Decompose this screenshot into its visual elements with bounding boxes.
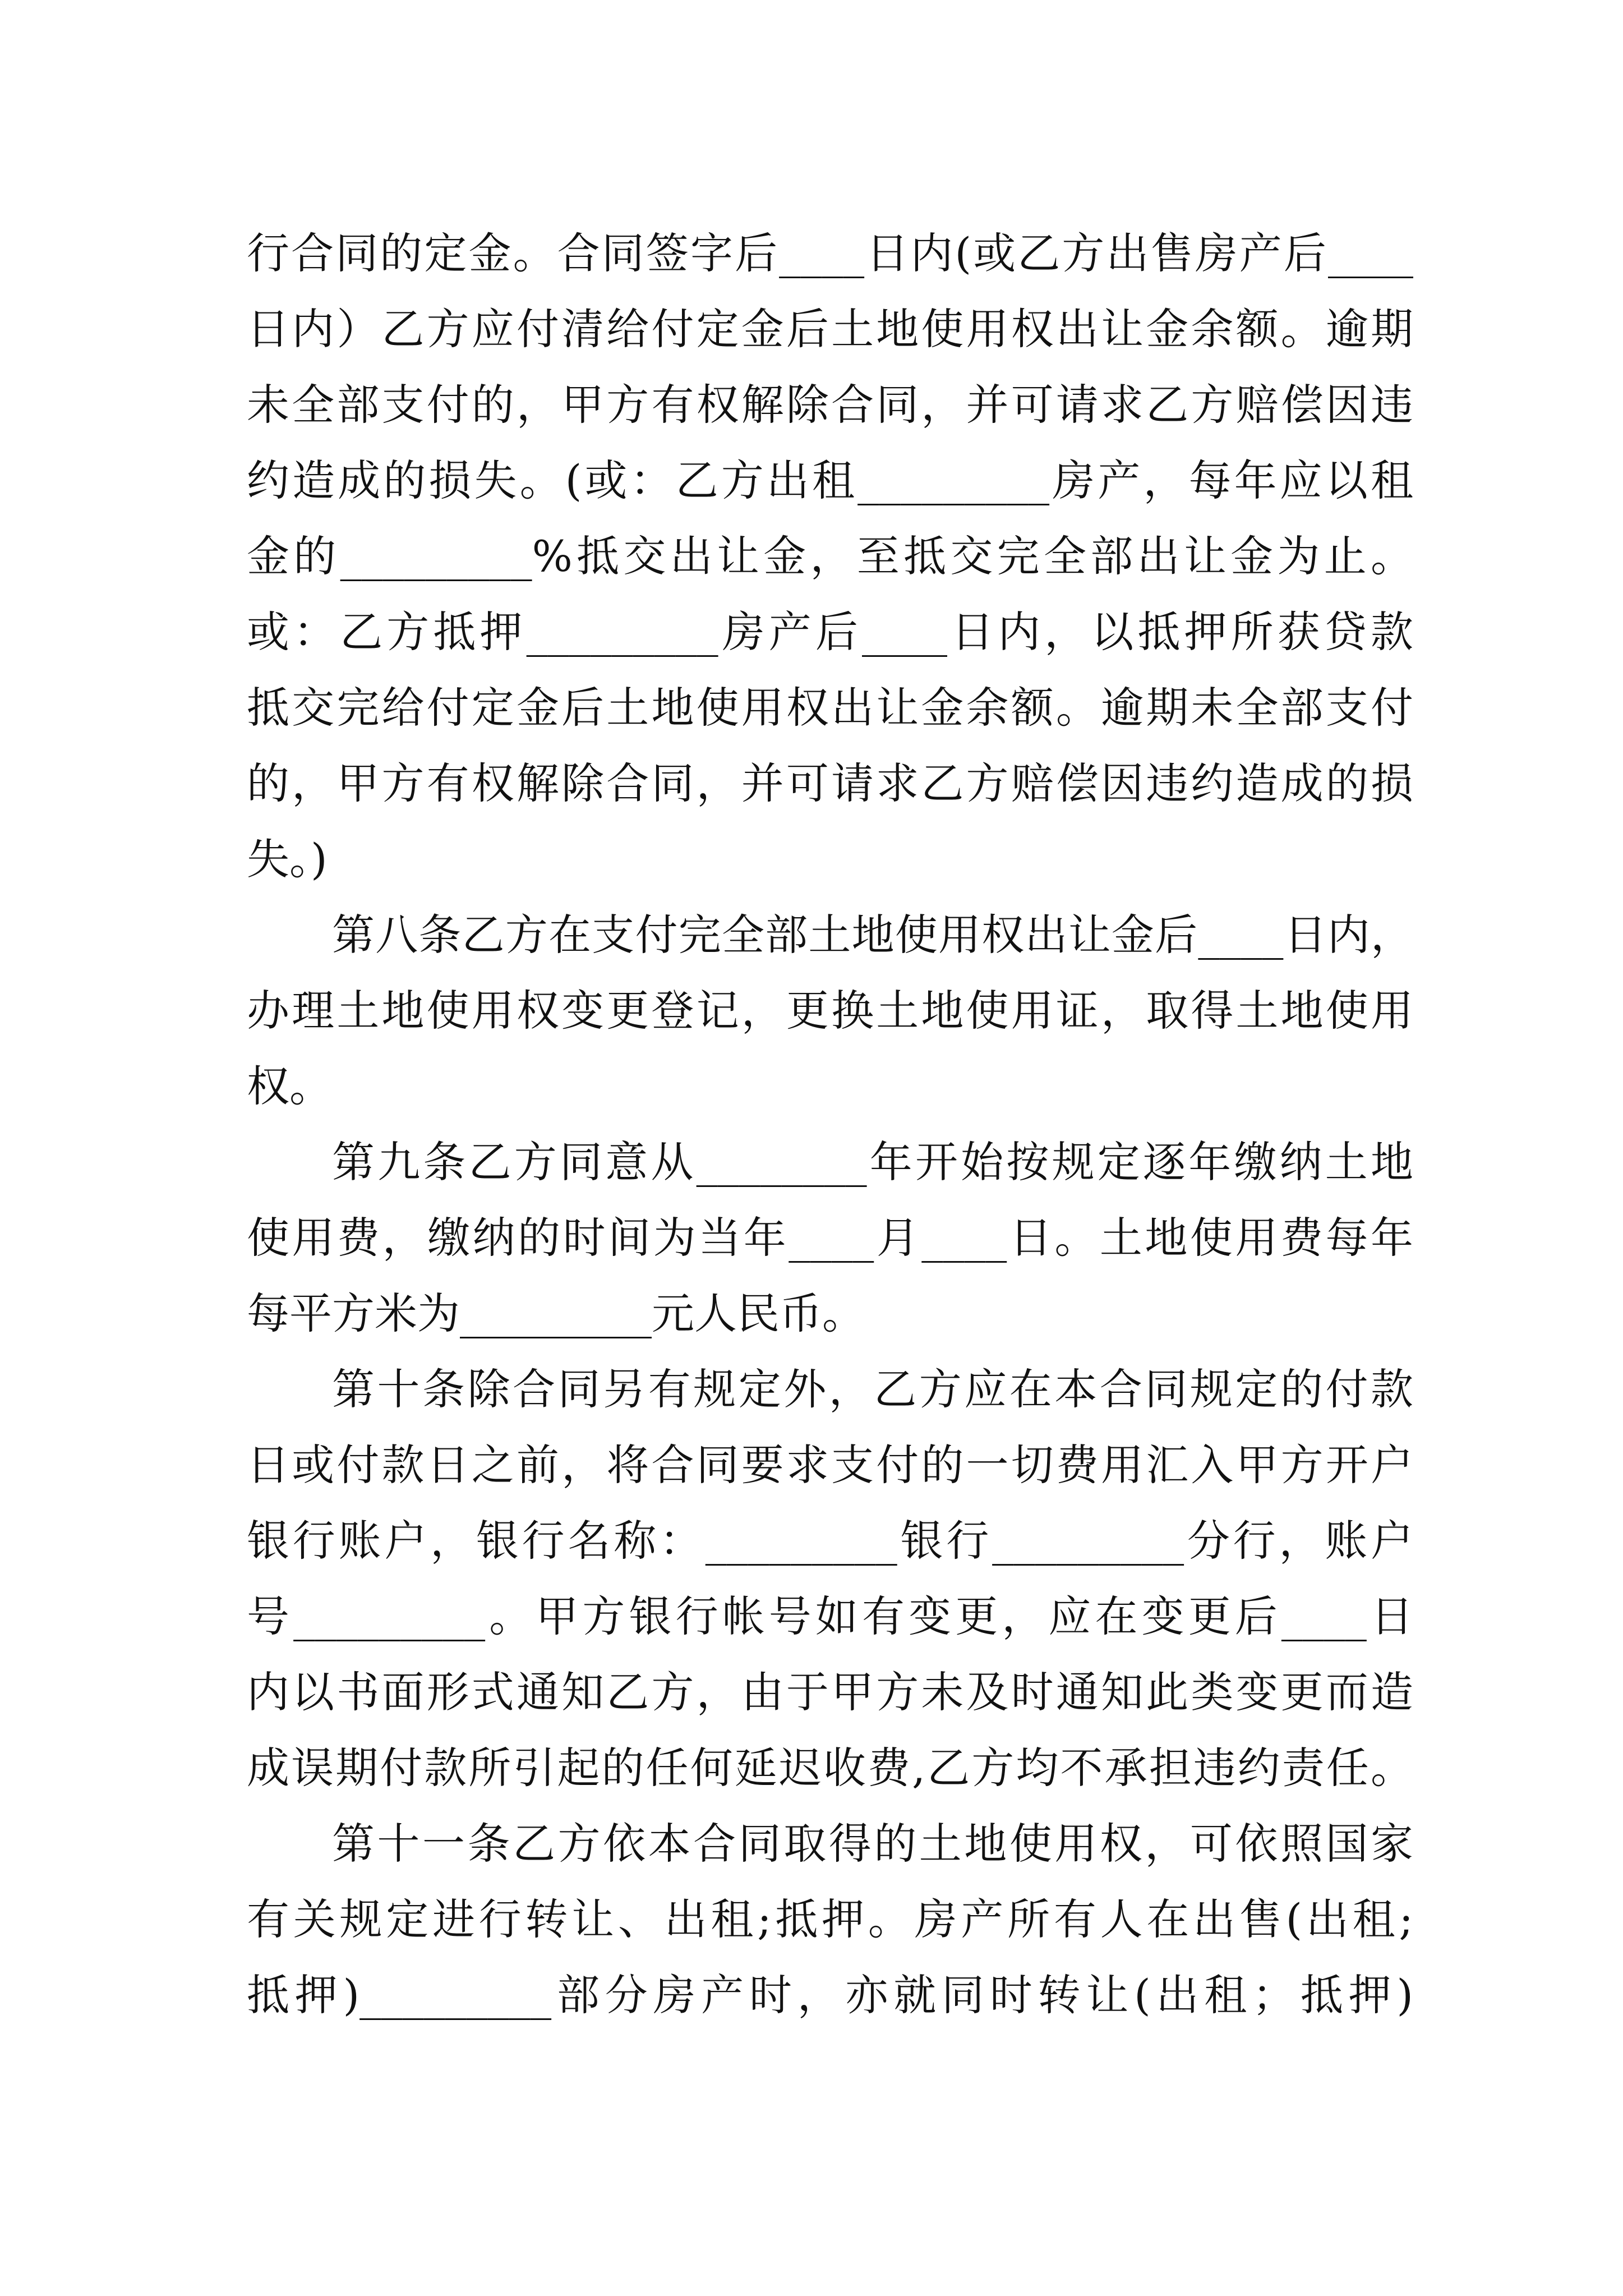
text-line: 权。 — [247, 1061, 332, 1111]
text-line: 失。) — [247, 834, 328, 884]
document-page — [247, 215, 1413, 2033]
text-line: 抵交完给付定金后土地使用权出让金余额。逾期未全部支付 — [247, 683, 1413, 733]
text-line: 日内）乙方应付清给付定金后土地使用权出让金余额。逾期 — [247, 304, 1413, 354]
text-line: 金的_________%抵交出让金，至抵交完全部出让金为止。 — [247, 531, 1413, 581]
text-line: 银行账户，银行名称：_________银行_________分行，账户 — [247, 1516, 1413, 1566]
article-8 — [247, 897, 1413, 1124]
paragraph-continuation — [247, 215, 1413, 897]
text-line: 或：乙方抵押_________房产后____日内，以抵押所获贷款 — [247, 607, 1413, 657]
text-line: 号_________。甲方银行帐号如有变更，应在变更后____日 — [247, 1591, 1413, 1641]
text-line: 未全部支付的，甲方有权解除合同，并可请求乙方赔偿因违 — [247, 380, 1413, 430]
text-line: 第十一条乙方依本合同取得的土地使用权，可依照国家 — [332, 1819, 1413, 1869]
text-line: 日或付款日之前，将合同要求支付的一切费用汇入甲方开户 — [247, 1440, 1413, 1490]
article-11 — [247, 1806, 1413, 2033]
text-line: 每平方米为_________元人民币。 — [247, 1289, 865, 1338]
text-line: 第九条乙方同意从________年开始按规定逐年缴纳土地 — [332, 1137, 1413, 1187]
text-line: 第十条除合同另有规定外，乙方应在本合同规定的付款 — [332, 1364, 1413, 1414]
text-line: 抵押)_________部分房产时，亦就同时转让(出租；抵押) — [247, 1970, 1413, 2020]
text-line: 约造成的损失。(或：乙方出租_________房产，每年应以租 — [247, 455, 1413, 505]
article-10 — [247, 1351, 1413, 1806]
text-line: 成误期付款所引起的任何延迟收费,乙方均不承担违约责任。 — [247, 1743, 1413, 1793]
text-line: 使用费，缴纳的时间为当年____月____日。土地使用费每年 — [247, 1213, 1413, 1263]
text-line: 的，甲方有权解除合同，并可请求乙方赔偿因违约造成的损 — [247, 758, 1413, 808]
article-9 — [247, 1124, 1413, 1351]
text-line: 第八条乙方在支付完全部土地使用权出让金后____日内， — [332, 910, 1413, 960]
text-line: 办理土地使用权变更登记，更换土地使用证，取得土地使用 — [247, 986, 1413, 1036]
text-line: 行合同的定金。合同签字后____日内(或乙方出售房产后____ — [247, 228, 1413, 278]
text-line: 内以书面形式通知乙方，由于甲方未及时通知此类变更而造 — [247, 1667, 1413, 1717]
text-line: 有关规定进行转让、出租;抵押。房产所有人在出售(出租; — [247, 1894, 1413, 1944]
